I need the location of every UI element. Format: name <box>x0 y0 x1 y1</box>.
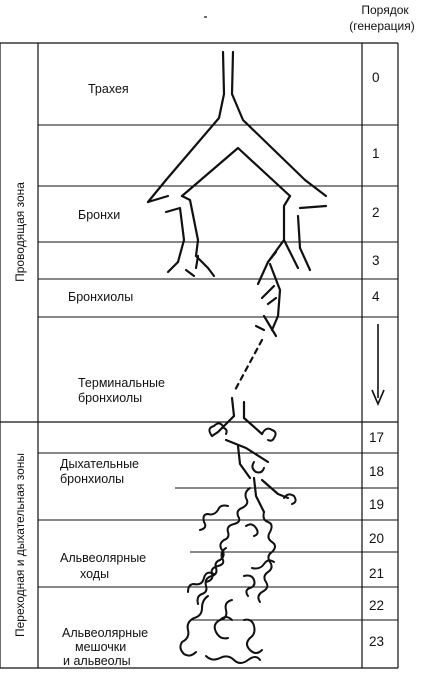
generation-number: 19 <box>369 497 385 512</box>
alveolar-sacs-label-1: Альвеолярные <box>62 626 149 640</box>
down-arrow-icon <box>372 324 384 404</box>
alveolar-ducts-label-1: Альвеолярные <box>60 551 147 565</box>
generation-number: 17 <box>369 430 385 445</box>
respiratory-bronchioles-label-1: Дыхательные <box>60 457 140 471</box>
terminal-bronchioles-label-1: Терминальные <box>78 376 165 390</box>
bronchi-label: Бронхи <box>78 208 121 222</box>
generation-number: 20 <box>369 531 385 546</box>
generation-number: 22 <box>369 598 385 613</box>
generation-number: 0 <box>372 70 380 85</box>
generation-number: 21 <box>369 566 385 581</box>
generation-number: 4 <box>372 289 380 304</box>
generation-number: 3 <box>372 253 380 268</box>
generation-number: 2 <box>372 205 380 220</box>
alveolar-sacs-label-2: мешочки <box>75 640 127 654</box>
transitional-zone-label: Переходная и дыхательная зоны <box>13 452 27 638</box>
generation-number: 23 <box>369 634 385 649</box>
bronchioles-label: Бронхиолы <box>68 290 134 304</box>
terminal-bronchioles-label-2: бронхиолы <box>78 391 143 405</box>
generation-header-line1: Порядок <box>361 3 409 17</box>
generation-number: 1 <box>372 146 380 161</box>
table-frame <box>0 43 398 668</box>
generation-header-line2: (генерация) <box>349 19 415 33</box>
alveolar-tree-icon <box>180 423 295 663</box>
conducting-zone-label: Проводящая зона <box>13 182 27 282</box>
alveolar-sacs-label-3: и альвеолы <box>63 654 131 668</box>
airway-tree-icon <box>148 52 326 512</box>
row-separators <box>38 125 398 620</box>
trachea-label: Трахея <box>88 82 129 96</box>
alveolar-ducts-label-2: ходы <box>80 567 110 581</box>
respiratory-bronchioles-label-2: бронхиолы <box>60 472 125 486</box>
generation-number: 18 <box>369 464 385 479</box>
